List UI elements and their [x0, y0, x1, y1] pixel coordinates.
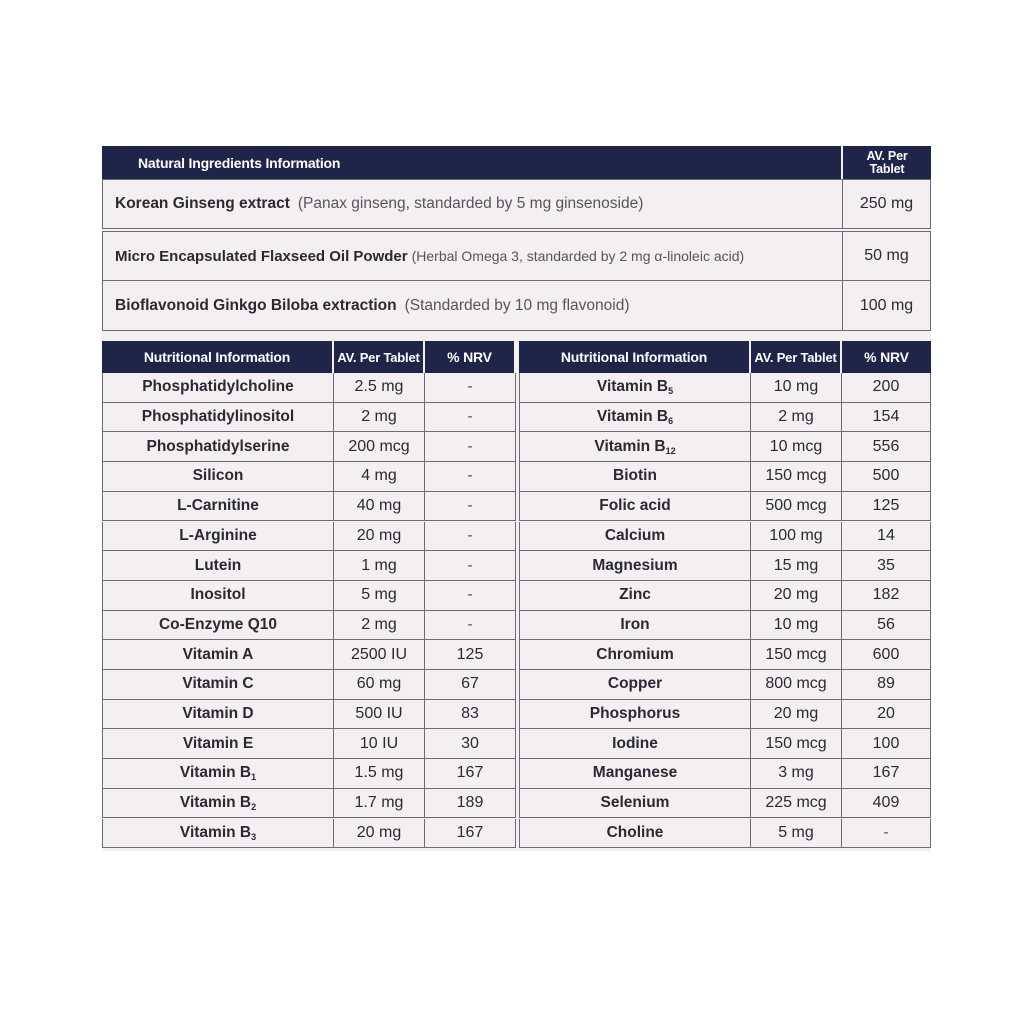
nutrient-amount: 2 mg — [361, 408, 397, 426]
ingredient-amount: 50 mg — [864, 247, 909, 264]
ingredient-amount: 250 mg — [859, 195, 914, 212]
left-nutrient-name-cell — [102, 492, 334, 522]
right-nutrient-amount-cell — [751, 522, 842, 552]
right-nutrient-nrv-cell — [842, 611, 931, 641]
natural-ingredient-row-1 — [102, 179, 843, 229]
nutrient-amount: 500 mcg — [765, 497, 827, 515]
left-nutrient-name-cell — [102, 789, 334, 819]
left-nutrient-nrv-cell — [425, 492, 516, 522]
nutrient-name: Vitamin B — [596, 408, 669, 426]
nutrient-name: Vitamin A — [182, 645, 254, 663]
nutrient-amount: 2.5 mg — [354, 378, 404, 396]
right-nutrient-nrv-cell — [842, 581, 931, 611]
left-nutrient-amount-cell — [334, 759, 425, 789]
right-nutrient-amount-cell — [751, 492, 842, 522]
nutrition-left-amount-header-text: AV. Per Tablet — [337, 349, 420, 365]
left-nutrient-amount-cell — [334, 522, 425, 552]
nutrient-name: Magnesium — [592, 556, 678, 574]
right-nutrient-nrv-cell — [842, 403, 931, 433]
ingredient-name: Micro Encapsulated Flaxseed Oil Powder — [115, 247, 408, 265]
right-nutrient-nrv-cell — [842, 551, 931, 581]
right-nutrient-name-cell — [519, 640, 751, 670]
nutrient-amount: 5 mg — [778, 823, 814, 841]
nutrition-right-name-header-text: Nutritional Information — [560, 349, 708, 365]
right-nutrient-nrv-cell — [842, 522, 931, 552]
left-nutrient-nrv-cell — [425, 670, 516, 700]
nutrient-nrv: 189 — [456, 794, 484, 812]
ingredient-amount: 100 mg — [859, 296, 914, 314]
nutrient-name: Vitamin B — [179, 764, 252, 782]
right-nutrient-amount-cell — [751, 640, 842, 670]
right-nutrient-name-cell — [519, 789, 751, 819]
natural-ingredients-header-text: Natural Ingredients Information — [138, 154, 341, 171]
nutrient-nrv: - — [467, 378, 473, 396]
natural-ingredient-row-2 — [102, 231, 843, 281]
right-nutrient-nrv-cell — [842, 789, 931, 819]
left-nutrient-amount-cell — [334, 640, 425, 670]
ingredient-detail: (Herbal Omega 3, standarded by 2 mg α-linoleic acid) — [411, 248, 745, 264]
nutrient-amount: 40 mg — [356, 497, 402, 515]
ingredient-name: Korean Ginseng extract — [115, 195, 290, 212]
right-nutrient-name-cell — [519, 581, 751, 611]
right-nutrient-name-cell — [519, 522, 751, 552]
right-nutrient-amount-cell — [751, 551, 842, 581]
nutrient-subscript: 5 — [668, 386, 674, 397]
left-nutrient-name-cell — [102, 403, 334, 433]
left-nutrient-name-cell — [102, 700, 334, 730]
left-nutrient-nrv-cell — [425, 700, 516, 730]
left-nutrient-amount-cell — [334, 432, 425, 462]
nutrient-name: Choline — [606, 823, 664, 841]
nutrient-amount: 500 IU — [355, 705, 403, 723]
nutrition-left-nrv-header — [425, 341, 516, 373]
left-nutrient-nrv-cell — [425, 581, 516, 611]
left-nutrient-name-cell — [102, 729, 334, 759]
right-nutrient-name-cell — [519, 432, 751, 462]
left-nutrient-nrv-cell — [425, 611, 516, 641]
left-nutrient-amount-cell — [334, 819, 425, 849]
left-nutrient-nrv-cell — [425, 462, 516, 492]
right-nutrient-name-cell — [519, 611, 751, 641]
nutrient-amount: 20 mg — [773, 586, 819, 604]
left-nutrient-name-cell — [102, 432, 334, 462]
left-nutrient-amount-cell — [334, 700, 425, 730]
right-nutrient-amount-cell — [751, 700, 842, 730]
nutrient-amount: 3 mg — [778, 764, 814, 782]
nutrient-name: Folic acid — [599, 497, 671, 515]
left-nutrient-name-cell — [102, 759, 334, 789]
nutrient-name: Selenium — [600, 794, 670, 812]
nutrient-name: Phosphatidylinositol — [141, 408, 295, 426]
nutrient-amount: 15 mg — [773, 556, 819, 574]
per-tablet-header-text: AV. Per Tablet — [866, 148, 908, 176]
nutrient-nrv: 409 — [872, 794, 900, 812]
nutrient-subscript: 1 — [251, 772, 257, 783]
right-nutrient-amount-cell — [751, 611, 842, 641]
nutrient-name: Zinc — [619, 586, 651, 604]
left-nutrient-amount-cell — [334, 551, 425, 581]
nutrient-amount: 20 mg — [356, 526, 402, 544]
nutrient-nrv: 100 — [872, 734, 900, 752]
ingredient-name: Bioflavonoid Ginkgo Biloba extraction — [115, 296, 397, 314]
ingredient-detail: (Standarded by 10 mg flavonoid) — [404, 296, 630, 314]
nutrient-name: L-Carnitine — [177, 497, 259, 515]
right-nutrient-name-cell — [519, 403, 751, 433]
left-nutrient-amount-cell — [334, 462, 425, 492]
right-nutrient-name-cell — [519, 759, 751, 789]
nutrition-right-nrv-header — [842, 341, 931, 373]
nutrient-subscript: 12 — [665, 445, 676, 456]
nutrition-left-nrv-header-text: % NRV — [447, 349, 492, 365]
right-nutrient-name-cell — [519, 670, 751, 700]
nutrient-amount: 1.7 mg — [354, 794, 404, 812]
left-nutrient-name-cell — [102, 640, 334, 670]
right-nutrient-amount-cell — [751, 819, 842, 849]
right-nutrient-name-cell — [519, 700, 751, 730]
right-nutrient-nrv-cell — [842, 700, 931, 730]
nutrient-nrv: 56 — [877, 615, 895, 633]
nutrient-name: Copper — [607, 675, 663, 693]
left-nutrient-nrv-cell — [425, 789, 516, 819]
nutrient-name: Phosphatidylserine — [146, 437, 290, 455]
left-nutrient-nrv-cell — [425, 759, 516, 789]
nutrient-nrv: 154 — [872, 408, 900, 426]
nutrient-nrv: 14 — [877, 526, 895, 544]
right-nutrient-amount-cell — [751, 462, 842, 492]
right-nutrient-amount-cell — [751, 432, 842, 462]
left-nutrient-name-cell — [102, 373, 334, 403]
left-nutrient-nrv-cell — [425, 522, 516, 552]
nutrition-right-nrv-header-text: % NRV — [864, 349, 909, 365]
nutrient-name: L-Arginine — [179, 526, 257, 544]
nutrient-nrv: 200 — [872, 378, 900, 396]
left-nutrient-amount-cell — [334, 670, 425, 700]
right-nutrient-name-cell — [519, 551, 751, 581]
nutrient-nrv: 556 — [872, 437, 900, 455]
nutrient-name: Inositol — [190, 586, 246, 604]
left-nutrient-nrv-cell — [425, 551, 516, 581]
left-nutrient-name-cell — [102, 581, 334, 611]
right-nutrient-amount-cell — [751, 759, 842, 789]
right-nutrient-amount-cell — [751, 729, 842, 759]
nutrition-right-amount-header — [751, 341, 842, 373]
nutrition-left-amount-header — [334, 341, 425, 373]
nutrient-nrv: 125 — [872, 497, 900, 515]
nutrient-name: Vitamin E — [182, 734, 254, 752]
nutrient-nrv: - — [883, 823, 889, 841]
right-nutrient-amount-cell — [751, 373, 842, 403]
left-nutrient-amount-cell — [334, 403, 425, 433]
nutrient-name: Iron — [620, 615, 650, 633]
right-nutrient-name-cell — [519, 462, 751, 492]
natural-ingredient-amount-2 — [843, 231, 931, 281]
nutrient-amount: 10 mg — [773, 378, 819, 396]
natural-ingredient-amount-1 — [843, 179, 931, 229]
left-nutrient-name-cell — [102, 819, 334, 849]
right-nutrient-nrv-cell — [842, 462, 931, 492]
nutrition-right-name-header — [519, 341, 751, 373]
nutrient-amount: 2 mg — [361, 615, 397, 633]
nutrient-amount: 100 mg — [769, 526, 823, 544]
nutrient-name: Lutein — [194, 556, 242, 574]
left-nutrient-amount-cell — [334, 611, 425, 641]
nutrient-amount: 150 mcg — [765, 467, 827, 485]
nutrient-amount: 150 mcg — [765, 734, 827, 752]
right-nutrient-nrv-cell — [842, 819, 931, 849]
right-nutrient-amount-cell — [751, 581, 842, 611]
left-nutrient-name-cell — [102, 551, 334, 581]
nutrient-name: Manganese — [592, 764, 678, 782]
left-nutrient-amount-cell — [334, 789, 425, 819]
left-nutrient-amount-cell — [334, 581, 425, 611]
nutrient-amount: 10 mg — [773, 615, 819, 633]
natural-ingredient-amount-3 — [843, 281, 931, 331]
nutrient-name: Vitamin B — [594, 437, 666, 455]
nutrient-amount: 800 mcg — [765, 675, 827, 693]
nutrient-nrv: 125 — [456, 645, 484, 663]
nutrient-name: Co-Enzyme Q10 — [158, 615, 277, 633]
nutrient-amount: 2 mg — [778, 408, 814, 426]
nutrient-name: Vitamin B — [179, 823, 252, 841]
nutrient-nrv: 500 — [872, 467, 900, 485]
natural-ingredient-row-3 — [102, 281, 843, 331]
nutrient-amount: 1 mg — [361, 556, 397, 574]
nutrient-nrv: - — [467, 497, 473, 515]
nutrient-name: Vitamin B — [179, 794, 252, 812]
nutrient-subscript: 3 — [251, 831, 257, 842]
left-nutrient-nrv-cell — [425, 819, 516, 849]
nutrient-amount: 200 mcg — [348, 437, 410, 455]
left-nutrient-amount-cell — [334, 492, 425, 522]
nutrient-nrv: 67 — [461, 675, 479, 693]
left-nutrient-nrv-cell — [425, 373, 516, 403]
nutrient-subscript: 6 — [668, 416, 674, 427]
right-nutrient-amount-cell — [751, 789, 842, 819]
right-nutrient-nrv-cell — [842, 759, 931, 789]
nutrient-amount: 20 mg — [356, 823, 402, 841]
right-nutrient-nrv-cell — [842, 492, 931, 522]
right-nutrient-nrv-cell — [842, 729, 931, 759]
nutrient-nrv: 182 — [872, 586, 900, 604]
nutrient-name: Biotin — [613, 467, 657, 485]
left-nutrient-amount-cell — [334, 373, 425, 403]
nutrient-name: Silicon — [192, 467, 244, 485]
right-nutrient-name-cell — [519, 819, 751, 849]
per-tablet-header — [843, 146, 931, 179]
nutrient-nrv: - — [467, 467, 473, 485]
left-nutrient-name-cell — [102, 462, 334, 492]
nutrient-amount: 10 mcg — [769, 437, 823, 455]
nutrition-left-name-header-text: Nutritional Information — [143, 349, 291, 365]
nutrient-name: Phosphorus — [589, 705, 681, 723]
right-nutrient-nrv-cell — [842, 432, 931, 462]
nutrient-name: Chromium — [596, 645, 674, 663]
nutrient-amount: 60 mg — [356, 675, 402, 693]
left-nutrient-nrv-cell — [425, 729, 516, 759]
nutrient-nrv: 35 — [877, 556, 895, 574]
nutrient-nrv: - — [467, 556, 473, 574]
right-nutrient-amount-cell — [751, 403, 842, 433]
nutrient-nrv: - — [467, 526, 473, 544]
right-nutrient-name-cell — [519, 492, 751, 522]
nutrient-nrv: 83 — [461, 705, 479, 723]
nutrient-amount: 225 mcg — [765, 794, 827, 812]
nutrient-nrv: - — [467, 615, 473, 633]
left-nutrient-name-cell — [102, 611, 334, 641]
nutrient-nrv: 89 — [877, 675, 895, 693]
nutrient-name: Phosphatidylcholine — [142, 378, 294, 396]
right-nutrient-amount-cell — [751, 670, 842, 700]
nutrient-amount: 4 mg — [361, 467, 397, 485]
nutrient-amount: 5 mg — [361, 586, 397, 604]
right-nutrient-nrv-cell — [842, 640, 931, 670]
nutrient-nrv: 167 — [456, 764, 484, 782]
right-nutrient-nrv-cell — [842, 373, 931, 403]
nutrition-left-name-header — [102, 341, 334, 373]
right-nutrient-name-cell — [519, 729, 751, 759]
nutrient-nrv: - — [467, 586, 473, 604]
nutrient-nrv: - — [467, 408, 473, 426]
nutrient-nrv: 30 — [461, 734, 479, 752]
left-nutrient-amount-cell — [334, 729, 425, 759]
supplement-label — [102, 146, 931, 851]
right-nutrient-nrv-cell — [842, 670, 931, 700]
nutrient-subscript: 2 — [251, 802, 257, 813]
right-nutrient-name-cell — [519, 373, 751, 403]
nutrient-amount: 10 IU — [359, 734, 399, 752]
left-nutrient-nrv-cell — [425, 432, 516, 462]
nutrient-nrv: - — [467, 437, 473, 455]
ingredient-detail: (Panax ginseng, standarded by 5 mg ginsenoside) — [297, 195, 644, 212]
nutrient-nrv: 600 — [872, 645, 900, 663]
nutrient-name: Vitamin B — [596, 378, 669, 396]
nutrient-name: Vitamin D — [182, 705, 254, 723]
nutrition-right-amount-header-text: AV. Per Tablet — [754, 349, 837, 365]
nutrient-name: Iodine — [612, 734, 658, 752]
nutrient-amount: 20 mg — [773, 705, 819, 723]
nutrient-nrv: 167 — [872, 764, 900, 782]
nutrient-amount: 1.5 mg — [354, 764, 404, 782]
nutrient-name: Vitamin C — [182, 675, 254, 693]
nutrient-nrv: 167 — [456, 823, 484, 841]
left-nutrient-nrv-cell — [425, 640, 516, 670]
nutrient-nrv: 20 — [877, 705, 895, 723]
nutrient-amount: 2500 IU — [350, 645, 408, 663]
left-nutrient-name-cell — [102, 522, 334, 552]
left-nutrient-name-cell — [102, 670, 334, 700]
left-nutrient-nrv-cell — [425, 403, 516, 433]
nutrient-name: Calcium — [604, 526, 666, 544]
natural-ingredients-header — [102, 146, 843, 179]
nutrient-amount: 150 mcg — [765, 645, 827, 663]
